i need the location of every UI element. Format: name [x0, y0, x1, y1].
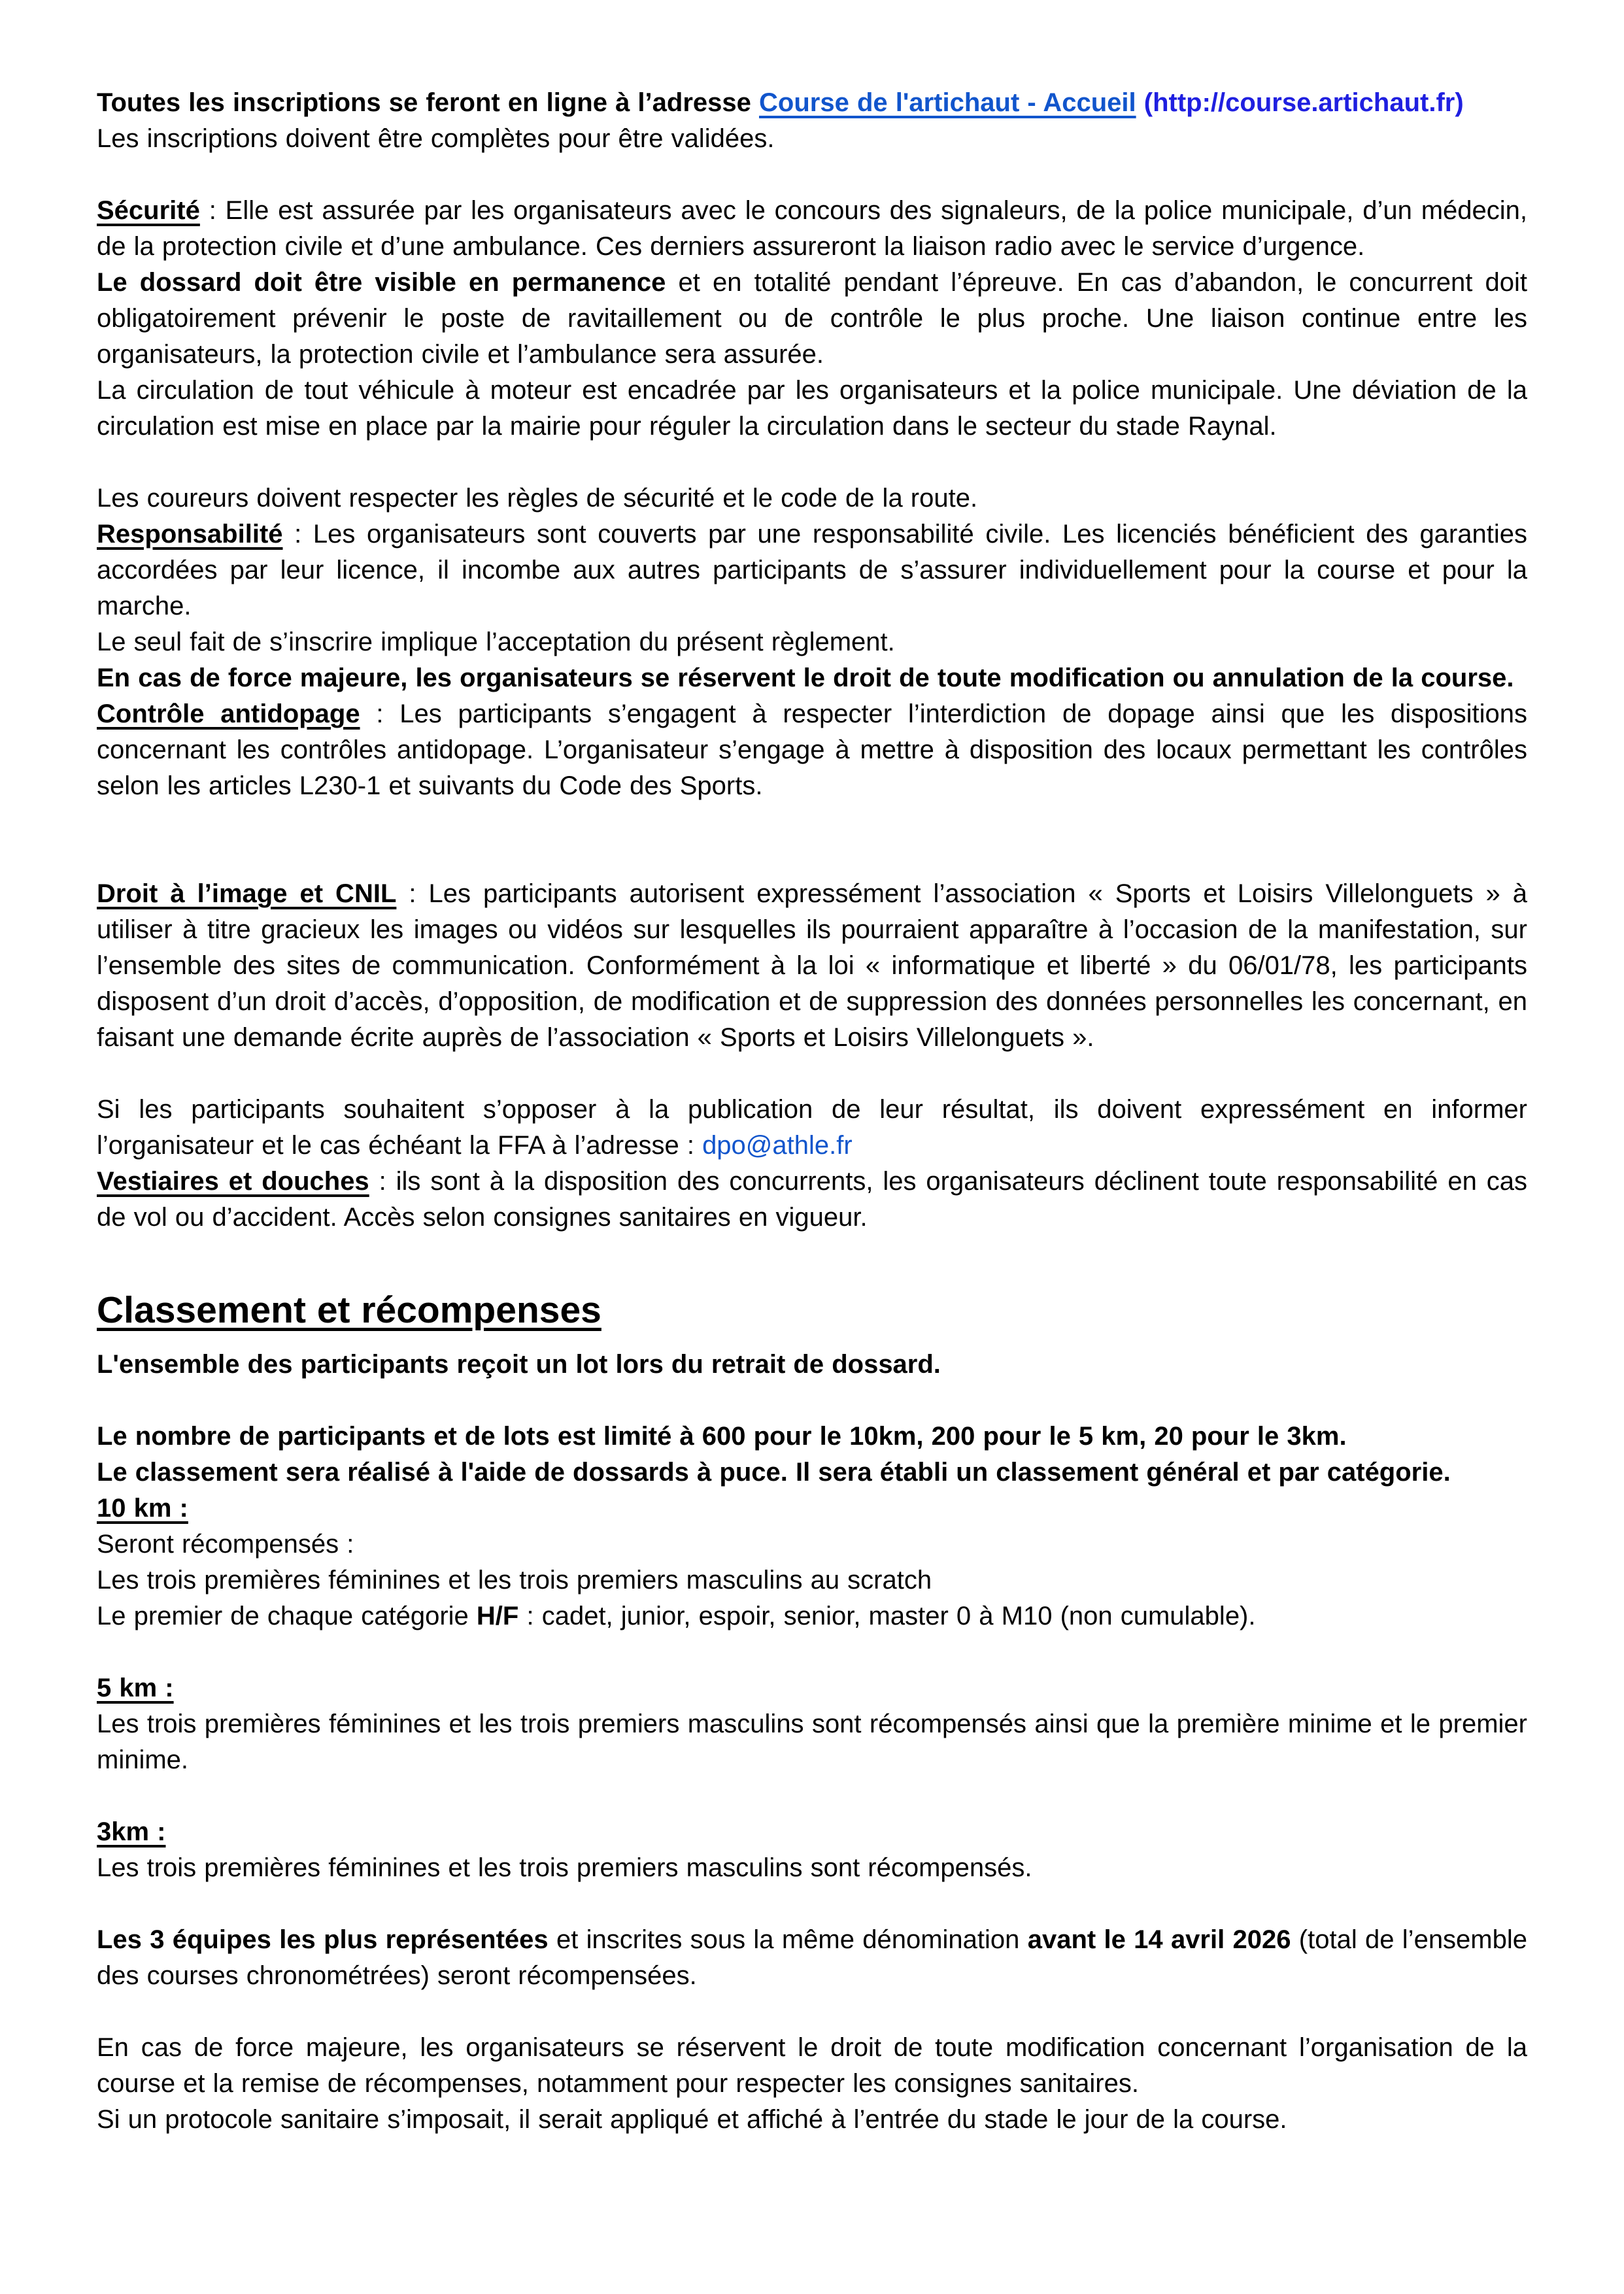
text-run: Vestiaires et douches [97, 1167, 369, 1196]
recompenses-3km-line [97, 1850, 1527, 1886]
text-run: En cas de force majeure, les organisateurs se réservent le droit de toute modification concernant l’organisation de la course et la remise de récompenses, notamment pour respecter les consignes sanitaires. [97, 2033, 1527, 2098]
text-run: : cadet, junior, espoir, senior, master 0 à M10 (non cumulable). [518, 1602, 1256, 1630]
text-run: En cas de force majeure, les organisateurs se réservent le droit de toute modification ou annulation de la course. [97, 664, 1514, 692]
text-run: L'ensemble des participants reçoit un lot lors du retrait de dossard. [97, 1350, 941, 1379]
text-run: H/F [476, 1602, 519, 1630]
equipes-paragraph [97, 1922, 1527, 1994]
coureurs-line [97, 481, 1527, 516]
text-run: avant le 14 avril 2026 [1027, 1925, 1291, 1954]
text-run: Les 3 équipes les plus représentées [97, 1925, 549, 1954]
droit-image-paragraph [97, 876, 1527, 1056]
text-run: La circulation de tout véhicule à moteur est encadrée par les organisateurs et la police municipale. Une déviation de la circulation est mise en place par la mairie pour réguler la circulation dans le secteur du stade Raynal. [97, 376, 1527, 441]
text-run: Toutes les inscriptions se feront en ligne à l’adresse [97, 88, 760, 117]
text-run: : Les participants autorisent expressément l’association « Sports et Loisirs Villelonguets » à utiliser à titre gracieux les images ou vidéos sur lesquelles ils pourraient apparaître à l’occasion de la manifestation, sur l’ensemble des sites de communication. Conformément à la loi « informatique et liberté » du 06/01/78, les participants disposent d’un droit d’accès, d’opposition, de modification et de suppression des données personnelles les concernant, en faisant une demande écrite auprès de l’association « Sports et Loisirs Villelonguets ». [97, 879, 1527, 1052]
text-run: Les inscriptions doivent être complètes pour être validées. [97, 124, 775, 153]
recompenses-10km-intro [97, 1527, 1527, 1562]
circulation-paragraph [97, 373, 1527, 445]
text-run [1136, 88, 1144, 117]
text-run: Les trois premières féminines et les trois premiers masculins sont récompensés. [97, 1853, 1032, 1882]
text-run: Le dossard doit être visible en permanence [97, 268, 666, 297]
vestiaires-paragraph [97, 1164, 1527, 1236]
text-run: Si un protocole sanitaire s’imposait, il serait appliqué et affiché à l’entrée du stade le jour de la course. [97, 2105, 1287, 2134]
label-5km [97, 1670, 1527, 1706]
intro-line-2 [97, 121, 1527, 157]
text-run: Les coureurs doivent respecter les règles de sécurité et le code de la route. [97, 484, 978, 513]
text-run: Droit à l’image et CNIL [97, 879, 397, 908]
text-run: Les trois premières féminines et les trois premiers masculins sont récompensés ainsi que la première minime et le premier minime. [97, 1710, 1527, 1774]
text-run: Sécurité [97, 196, 200, 225]
classement-heading [97, 1287, 1527, 1334]
dossard-paragraph [97, 265, 1527, 373]
text-run: 10 km : [97, 1494, 188, 1523]
text-run: Le classement sera réalisé à l'aide de dossards à puce. Il sera établi un classement général et par catégorie. [97, 1458, 1451, 1487]
recompenses-10km-categories [97, 1598, 1527, 1634]
text-run: Si les participants souhaitent s’opposer à la publication de leur résultat, ils doivent expressément en informer l’organisateur et le cas échéant la FFA à l’adresse : [97, 1095, 1527, 1160]
label-3km [97, 1814, 1527, 1850]
text-run: Le nombre de participants et de lots est limité à 600 pour le 10km, 200 pour le 5 km, 20 pour le 3km. [97, 1422, 1347, 1451]
text-run: : ils sont à la disposition des concurrents, les organisateurs déclinent toute responsabilité en cas de vol ou d’accident. Accès selon consignes sanitaires en vigueur. [97, 1167, 1527, 1232]
text-run: 5 km : [97, 1674, 174, 1702]
dpo-email-link[interactable]: dpo@athle.fr [702, 1131, 853, 1160]
label-10km [97, 1491, 1527, 1527]
force-majeure-paragraph [97, 660, 1527, 696]
publication-resultat-paragraph [97, 1092, 1527, 1164]
force-majeure-organisation-paragraph [97, 2030, 1527, 2102]
securite-paragraph [97, 193, 1527, 265]
antidopage-paragraph [97, 696, 1527, 804]
text-run: Le seul fait de s’inscrire implique l’acceptation du présent règlement. [97, 628, 895, 656]
text-run: 3km : [97, 1817, 166, 1846]
protocole-sanitaire-line [97, 2102, 1527, 2138]
text-run: Les trois premières féminines et les trois premiers masculins au scratch [97, 1566, 932, 1594]
text-run: : Les participants s’engagent à respecter l’interdiction de dopage ainsi que les dispositions concernant les contrôles antidopage. L’organisateur s’engage à mettre à disposition des locaux permettant les contrôles selon les articles L230-1 et suivants du Code des Sports. [97, 700, 1527, 800]
text-run: Classement et récompenses [97, 1289, 601, 1331]
recompenses-5km-paragraph [97, 1706, 1527, 1778]
classement-puce-line [97, 1455, 1527, 1491]
text-run: Le premier de chaque catégorie [97, 1602, 477, 1630]
text-run: Responsabilité [97, 520, 283, 548]
intro-line [97, 85, 1527, 121]
recompenses-10km-scratch [97, 1562, 1527, 1598]
nombre-lots-line [97, 1419, 1527, 1455]
document-body [97, 85, 1527, 2138]
course-artichaut-url[interactable]: (http://course.artichaut.fr) [1143, 88, 1464, 117]
responsabilite-paragraph [97, 516, 1527, 624]
lot-line [97, 1347, 1527, 1383]
text-run: et inscrites sous la même dénomination [548, 1925, 1028, 1954]
text-run: et en totalité pendant l’épreuve. En cas d’abandon, le concurrent doit obligatoirement prévenir le poste de ravitaillement ou de contrôle le plus proche. Une liaison continue entre les organisateurs, la protection civile et l’ambulance sera assurée. [97, 268, 1527, 369]
text-run: (total de l’ensemble des courses chronométrées) seront récompensées. [97, 1925, 1528, 1990]
inscription-reglement-line [97, 624, 1527, 660]
text-run: Contrôle antidopage [97, 700, 360, 728]
course-artichaut-link[interactable]: Course de l'artichaut - Accueil [759, 88, 1136, 117]
text-run: : Elle est assurée par les organisateurs avec le concours des signaleurs, de la police municipale, d’un médecin, de la protection civile et d’une ambulance. Ces derniers assureront la liaison radio avec le service d’urgence. [97, 196, 1527, 261]
text-run: : Les organisateurs sont couverts par une responsabilité civile. Les licenciés bénéficient des garanties accordées par leur licence, il incombe aux autres participants de s’assurer individuellement pour la course et pour la marche. [97, 520, 1527, 620]
text-run: Seront récompensés : [97, 1530, 354, 1559]
